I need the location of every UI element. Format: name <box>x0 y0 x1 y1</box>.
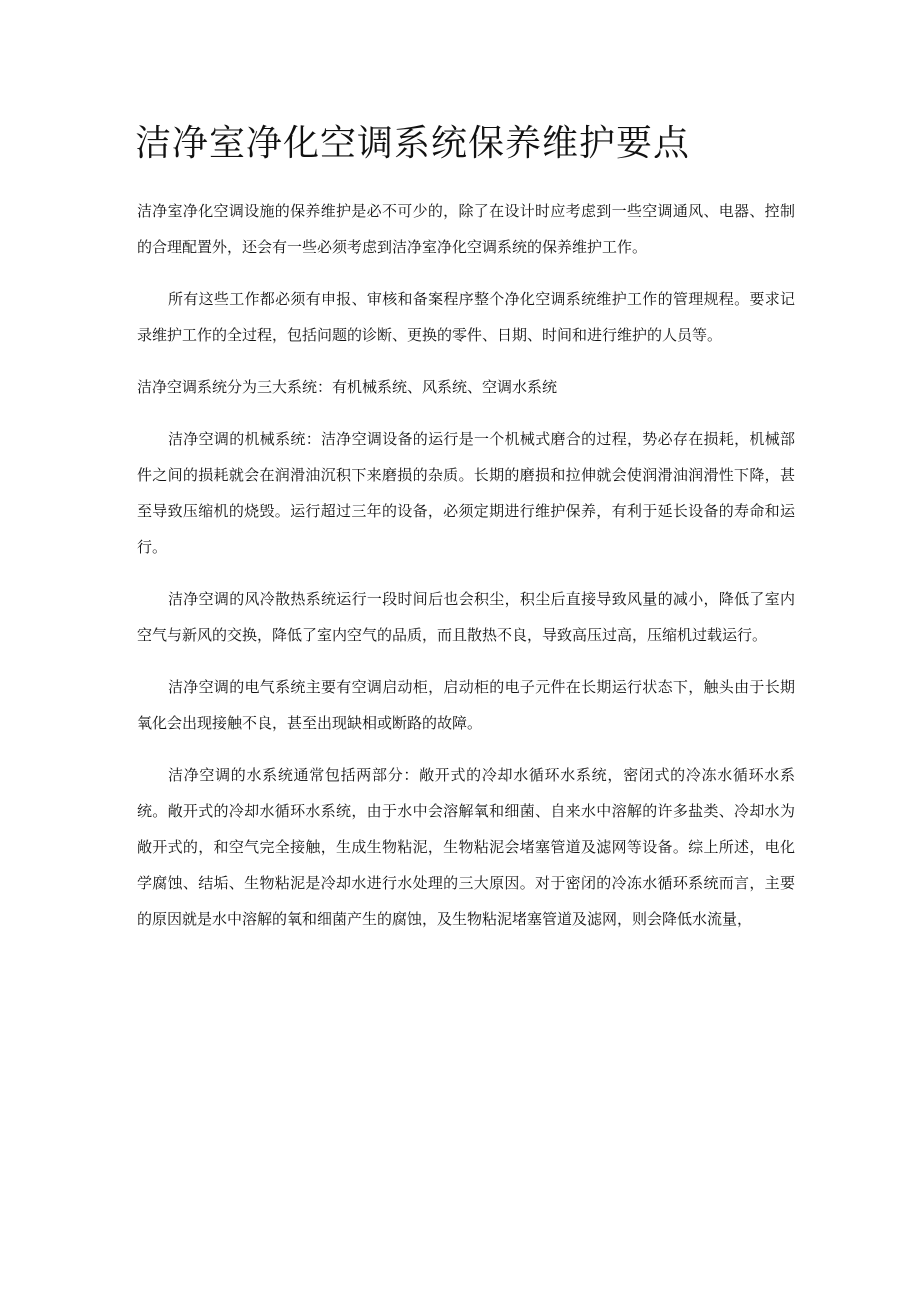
paragraph-intro: 洁净室净化空调设施的保养维护是必不可少的，除了在设计时应考虑到一些空调通风、电器、控制的合理配置外，还会有一些必须考虑到洁净室净化空调系统的保养维护工作。 <box>137 202 795 256</box>
paragraph-management: 所有这些工作都必须有申报、审核和备案程序整个净化空调系统维护工作的管理规程。要求记录维护工作的全过程，包括问题的诊断、更换的零件、日期、时间和进行维护的人员等。 <box>137 290 795 344</box>
paragraph-air-cooling-system: 洁净空调的风冷散热系统运行一段时间后也会积尘，积尘后直接导致风量的减小，降低了室内空气与新风的交换，降低了室内空气的品质，而且散热不良，导致高压过高，压缩机过载运行。 <box>137 590 795 644</box>
page-title: 洁净室净化空调系统保养维护要点 <box>135 123 691 164</box>
paragraph-water-system: 洁净空调的水系统通常包括两部分：敞开式的冷却水循环水系统，密闭式的冷冻水循环水系统。敞开式的冷却水循环水系统，由于水中会溶解氧和细菌、自来水中溶解的许多盐类、冷却水为敞开式的，和空气完全接触，生成生物粘泥，生物粘泥会堵塞管道及滤网等设备。综上所述，电化学腐蚀、结垢、生物粘泥是冷却水进行水处理的三大原因。对于密闭的冷冻水循环系统而言，主要的原因就是水中溶解的氧和细菌产生的腐蚀，及生物粘泥堵塞管道及滤网，则会降低水流量， <box>137 766 795 928</box>
document-body <box>137 193 795 953</box>
paragraph-system-overview: 洁净空调系统分为三大系统：有机械系统、风系统、空调水系统 <box>137 378 558 396</box>
paragraph-mechanical-system: 洁净空调的机械系统：洁净空调设备的运行是一个机械式磨合的过程，势必存在损耗，机械部件之间的损耗就会在润滑油沉积下来磨损的杂质。长期的磨损和拉伸就会使润滑油润滑性下降，甚至导致压缩机的烧毁。运行超过三年的设备，必须定期进行维护保养，有利于延长设备的寿命和运行。 <box>137 430 795 556</box>
paragraph-electrical-system: 洁净空调的电气系统主要有空调启动柜，启动柜的电子元件在长期运行状态下，触头由于长期氧化会出现接触不良，甚至出现缺相或断路的故障。 <box>137 678 795 732</box>
